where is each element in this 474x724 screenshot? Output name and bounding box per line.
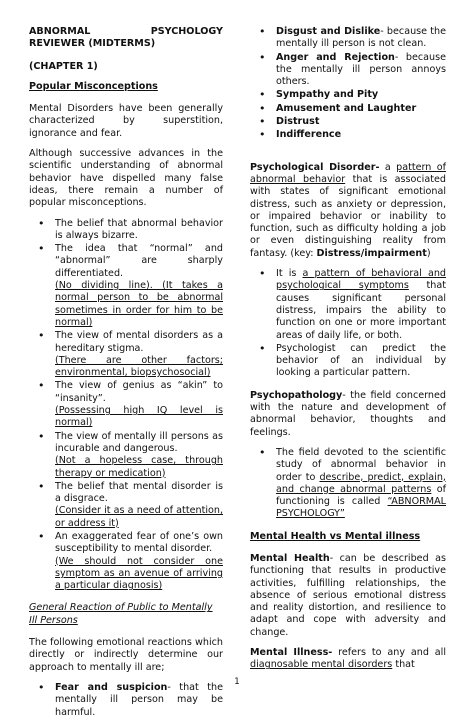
reaction-description: - because the mentally ill person annoys others.: [276, 51, 447, 88]
reaction-description: - because the mentally ill person is not clean.: [276, 26, 446, 50]
definition-text: - the field concerned with the nature and development of abnormal behavior, thoughts and feelings.: [250, 389, 446, 438]
list-item: [29, 531, 223, 592]
definition-text: - can be described as functioning that results in productive activities, fulfilling relationships, the absence of serious emotional distress and reality distortion, and resilience to adapt and cope with adversity and change.: [250, 552, 446, 638]
reaction-term: Distrust: [276, 116, 320, 128]
underlined-phrase: pattern of abnormal behavior: [250, 161, 446, 185]
underlined-phrase: a pattern of behavioral and psychological symptoms: [276, 268, 447, 292]
chapter-label: (CHAPTER 1): [29, 60, 98, 72]
reaction-term: Sympathy and Pity: [276, 89, 379, 101]
mental-illness-definition: [250, 647, 446, 672]
definition-text: refers to any and all: [332, 647, 446, 659]
key-term: Distress/impairment: [316, 247, 427, 259]
reactions-list-continued: [250, 26, 446, 142]
misconceptions-list: [29, 218, 223, 593]
general-reaction-heading: General Reaction of Public to Mentally Ill Persons: [29, 602, 213, 626]
definition-text: that is associated with states of significant emotional distress, such as anxiety or depression, or impaired behavior or inability to function, such as difficulty holding a job or even distinguishing reality from fantasy. (key:: [250, 173, 446, 259]
definition-term: Psychopathology: [250, 389, 343, 401]
list-item-text: The belief that abnormal behavior is always bizarre.: [55, 217, 223, 241]
list-item-note: (We should not consider one symptom as an avenue of arriving a particular diagnosis): [55, 555, 223, 592]
list-item: [250, 129, 446, 141]
definition-term: Psychological Disorder-: [250, 161, 380, 173]
list-item-text: Psychologist can predict the behavior of an individual by looking a particular pattern.: [276, 342, 446, 379]
list-item: [29, 481, 223, 530]
general-reaction-intro: The following emotional reactions which directly or indirectly determine our approach to mentally ill are;: [29, 637, 223, 673]
list-item-note: (Not a hopeless case, through therapy or medication): [55, 455, 223, 479]
intro-paragraph-2: Although successive advances in the scientific understanding of abnormal behavior have dispelled many false ideas, there remain a number of popular misconceptions.: [29, 148, 223, 209]
list-item-note: (There are other factors; environmental, biopsychosocial): [55, 354, 223, 379]
list-item-text: The field devoted to the scientific study of abnormal behavior in order to: [276, 446, 446, 483]
list-item-text: The view of mental disorders as a hereditary stigma.: [55, 330, 223, 354]
mental-health-heading: Mental Health vs Mental illness: [250, 530, 421, 542]
definition-text: that: [392, 659, 415, 671]
list-item: [250, 268, 446, 342]
underlined-phrase: “ABNORMAL PSYCHOLOGY”: [276, 496, 446, 520]
list-item-text: An exaggerated fear of one’s own susceptibility to mental disorder.: [55, 530, 223, 555]
list-item: [29, 330, 223, 379]
underlined-phrase: describe, predict, explain, and change abnormal patterns: [276, 471, 446, 495]
list-item-note: (No dividing line). (It takes a normal person to be abnormal sometimes in order for him to be normal): [55, 280, 223, 328]
list-item: [250, 52, 446, 89]
page-number: 1: [234, 677, 240, 687]
disorder-bullets: [250, 268, 446, 380]
closing-paren: ): [426, 247, 431, 259]
list-item: [250, 89, 446, 101]
reactions-list-start: [29, 682, 223, 719]
list-item-text: of functioning is called: [276, 483, 446, 508]
mental-health-definition: [250, 553, 446, 639]
reaction-term: Amusement and Laughter: [276, 102, 417, 114]
reaction-description: - that the mentally ill person may be harmful.: [55, 681, 223, 718]
psychopathology-bullets: [250, 447, 446, 521]
list-item: [29, 682, 223, 719]
list-item-text: The belief that mental disorder is a disgrace.: [55, 480, 223, 505]
right-column: [250, 26, 446, 672]
intro-paragraph: Mental Disorders have been generally characterized by superstition, ignorance and fear.: [29, 103, 223, 139]
left-column: [29, 26, 223, 720]
definition-term: Mental Illness-: [250, 647, 333, 659]
list-item: [250, 343, 446, 380]
list-item: [29, 380, 223, 429]
list-item-text: that causes significant personal distress, impairs the ability to function on one or more important areas of daily life, or both.: [276, 280, 446, 341]
document-title: ABNORMAL PSYCHOLOGY REVIEWER (MIDTERMS): [29, 26, 223, 50]
reaction-term: Disgust and Dislike: [276, 26, 381, 37]
psychopathology-definition: [250, 390, 446, 439]
list-item-text: It is: [276, 268, 303, 280]
list-item-text: The idea that “normal” and “abnormal” are sharply differentiated.: [55, 243, 223, 279]
list-item: [250, 26, 446, 51]
list-item: [250, 447, 446, 521]
list-item: [250, 116, 446, 128]
reaction-term: Indifference: [276, 129, 342, 141]
list-item-note: (Possessing high IQ level is normal): [55, 405, 223, 429]
list-item: [29, 218, 223, 243]
list-item: [29, 243, 223, 329]
reaction-term: Fear and suspicion: [55, 681, 168, 693]
reaction-term: Anger and Rejection: [276, 51, 395, 63]
list-item: [250, 103, 446, 115]
underlined-phrase: diagnosable mental disorders: [250, 659, 393, 671]
list-item: [29, 431, 223, 480]
popular-misconceptions-heading: Popular Misconceptions: [29, 80, 158, 92]
list-item-text: The view of mentally ill persons as incurable and dangerous.: [55, 430, 223, 454]
psychological-disorder-definition: Psychological Disorder- a pattern of abnormal behavior that is associated with states of significant emotional distress, such as anxiety or depression, or impaired behavior or inability to function, such as difficulty holding a job or even distinguishing reality from fantasy. (key: Distress/impairment): [250, 161, 446, 259]
definition-term: Mental Health: [250, 552, 330, 564]
list-item-note: (Consider it as a need of attention, or address it): [55, 505, 223, 529]
list-item-text: The view of genius as “akin” to “insanity”.: [55, 380, 223, 404]
